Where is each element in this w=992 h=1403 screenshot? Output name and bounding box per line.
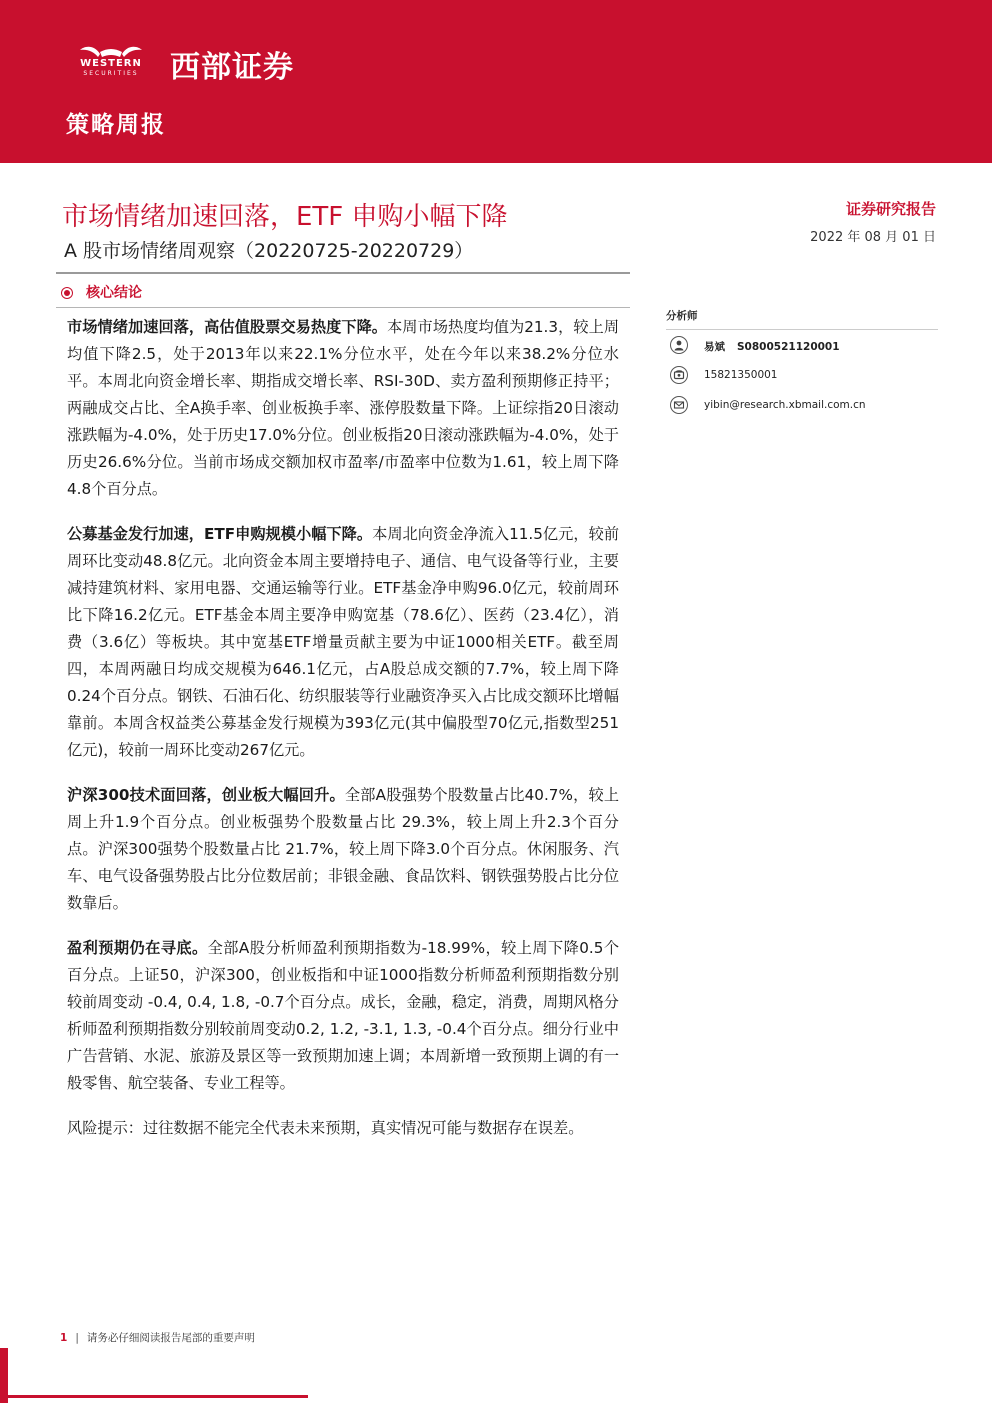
section-heading-text: 核心结论 bbox=[86, 285, 142, 301]
paragraph-text: 本周市场热度均值为21.3，较上周均值下降2.5，处于2013年以来22.1%分位水平，处在今年以来38.2%分位水平。本周北向资金增长率、期指成交增长率、RSI-30D、卖方盈利预期修正持平；两融成交占比、全A换手率、创业板换手率、涨停股数量下降。上证综指20日滚动涨跌幅为-4.0%，处于历史17.0%分位。创业板指20日滚动涨跌幅为-4.0%，处于历史26.6%分位。当前市场成交额加权市盈率/市盈率中位数为1.61，较上周下降4.8个百分点。 bbox=[67, 318, 620, 498]
analyst-name: 易斌 bbox=[704, 341, 725, 353]
summary-paragraph bbox=[67, 521, 619, 764]
report-date: 2022 年 08 月 01 日 bbox=[810, 230, 936, 245]
footer-disclaimer: 请务必仔细阅读报告尾部的重要声明 bbox=[86, 1332, 255, 1344]
report-type: 证券研究报告 bbox=[845, 200, 936, 218]
footer-separator: | bbox=[75, 1332, 79, 1344]
summary-paragraph bbox=[67, 935, 619, 1097]
page-footer bbox=[60, 1330, 255, 1345]
summary-body bbox=[67, 314, 619, 1160]
logo-chinese: 西部证券 bbox=[170, 50, 294, 85]
section-divider bbox=[56, 307, 630, 308]
analyst-phone-row bbox=[666, 364, 938, 390]
report-subtitle: A 股市场情绪周观察（20220725-20220729） bbox=[64, 240, 474, 262]
analyst-email[interactable]: yibin@research.xbmail.com.cn bbox=[704, 399, 866, 411]
paragraph-lead: 市场情绪加速回落，高估值股票交易热度下降。 bbox=[67, 318, 388, 336]
analyst-phone[interactable]: 15821350001 bbox=[704, 369, 778, 381]
paragraph-text: 本周北向资金净流入11.5亿元，较前周环比变动48.8亿元。北向资金本周主要增持电子、通信、电气设备等行业，主要减持建筑材料、家用电器、交通运输等行业。ETF基金净申购96.0亿元，较前周环比下降16.2亿元。ETF基金本周主要净申购宽基（78.6亿）、医药（23.4亿），消费（3.6亿）等板块。其中宽基ETF增量贡献主要为中证1000相关ETF。截至周四，本周两融日均成交规模为646.1亿元，占A股总成交额的7.7%，较上周下降0.24个百分点。钢铁、石油石化、纺织服装等行业融资净买入占比成交额环比增幅靠前。本周含权益类公募基金发行规模为393亿元(其中偏股型70亿元,指数型251亿元)，较前一周环比变动267亿元。 bbox=[67, 525, 620, 759]
bullet-icon bbox=[64, 290, 70, 296]
footer-accent-bar bbox=[0, 1348, 8, 1403]
analyst-email-row bbox=[666, 394, 938, 420]
analyst-name-row bbox=[666, 334, 938, 360]
section-heading bbox=[64, 282, 142, 302]
logo-english-sub: SECURITIES bbox=[83, 70, 139, 77]
analyst-sidebar bbox=[666, 308, 938, 420]
report-category: 策略周报 bbox=[66, 112, 166, 138]
report-title: 市场情绪加速回落，ETF 申购小幅下降 bbox=[62, 202, 508, 232]
summary-paragraph bbox=[67, 314, 619, 503]
mail-icon bbox=[670, 396, 688, 414]
title-divider bbox=[56, 272, 630, 274]
paragraph-text: 全部A股分析师盈利预期指数为-18.99%，较上周下降0.5个百分点。上证50，沪深300，创业板指和中证1000指数分析师盈利预期指数分别较前周变动 -0.4, 0.4, 1.8, -0.7个百分点。成长，金融，稳定，消费，周期风格分析师盈利预期指数分别较前周变动0.2, 1.2, -3.1, 1.3, -0.4个百分点。细分行业中广告营销、水泥、旅游及景区等一致预期加速上调；本周新增一致预期上调的有一般零售、航空装备、专业工程等。 bbox=[67, 939, 620, 1092]
risk-warning: 风险提示：过往数据不能完全代表未来预期，真实情况可能与数据存在误差。 bbox=[67, 1119, 584, 1137]
analyst-cert: S0800521120001 bbox=[737, 341, 840, 353]
paragraph-lead: 沪深300技术面回落，创业板大幅回升。 bbox=[67, 786, 345, 804]
phone-icon bbox=[670, 366, 688, 384]
page-number: 1 bbox=[60, 1332, 68, 1344]
summary-paragraph bbox=[67, 782, 619, 917]
paragraph-lead: 盈利预期仍在寻底。 bbox=[67, 939, 208, 957]
analyst-heading: 分析师 bbox=[666, 308, 938, 330]
footer-accent-line bbox=[8, 1395, 308, 1398]
paragraph-lead: 公募基金发行加速，ETF申购规模小幅下降。 bbox=[67, 525, 373, 543]
paragraph-text: 全部A股强势个股数量占比40.7%，较上周上升1.9个百分点。创业板强势个股数量占比 29.3%，较上周上升2.3个百分点。沪深300强势个股数量占比 21.7%，较上周下降3.0个百分点。休闲服务、汽车、电气设备强势股占比分位数居前；非银金融、食品饮料、钢铁强势股占比分位数靠后。 bbox=[67, 786, 620, 912]
logo-english: WESTERN bbox=[80, 58, 142, 69]
person-icon bbox=[670, 336, 688, 354]
header-banner bbox=[0, 0, 992, 163]
